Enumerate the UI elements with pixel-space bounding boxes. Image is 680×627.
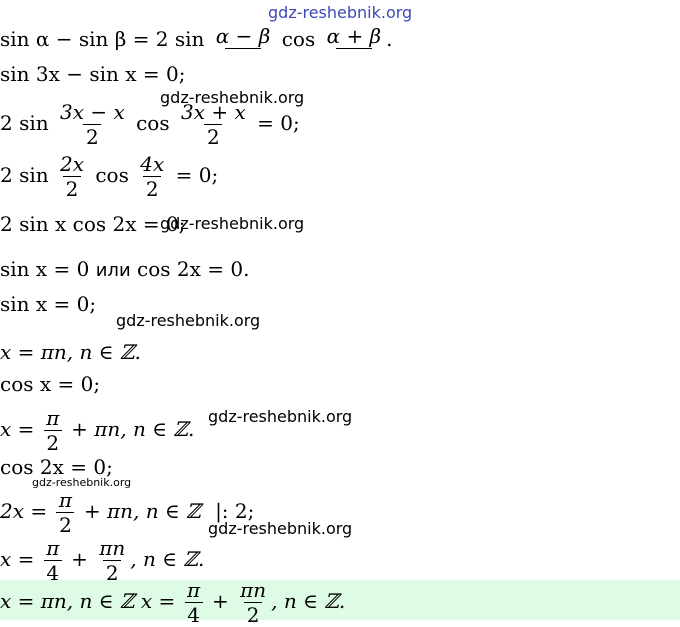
denominator: 2 <box>143 176 161 201</box>
simplified-line <box>0 152 218 201</box>
numerator: πn <box>240 578 267 602</box>
identity-line <box>0 24 392 57</box>
prefix: 2 sin <box>0 163 49 187</box>
prefix: 2x = <box>0 499 48 523</box>
suffix: = 0; <box>257 111 300 135</box>
case-cos-line: cos x = 0; <box>0 372 101 396</box>
identity-lhs: sin α − sin β = 2 sin <box>0 27 205 51</box>
numerator: π <box>46 406 60 430</box>
plus-sign: + <box>71 547 88 571</box>
case-a: sin x = 0 <box>0 257 90 281</box>
fraction-bar <box>225 48 261 57</box>
product-line: 2 sin x cos 2x = 0; <box>0 212 186 236</box>
sum-to-product-line <box>0 100 300 149</box>
watermark: gdz-reshebnik.org <box>32 476 132 489</box>
prefix: 2 sin <box>0 111 49 135</box>
numerator: 3x − x <box>59 100 125 124</box>
watermark: gdz-reshebnik.org <box>160 88 305 107</box>
denominator: 2 <box>204 124 222 149</box>
fraction-alpha-plus-beta <box>325 24 384 57</box>
equation-line: sin 3x − sin x = 0; <box>0 62 186 86</box>
watermark: gdz-reshebnik.org <box>208 519 353 538</box>
denominator: 2 <box>63 176 81 201</box>
denominator: 2 <box>103 560 121 585</box>
denominator: 2 <box>56 512 74 537</box>
suffix: + πn, n ∈ ℤ <box>83 499 201 523</box>
suffix: + πn, n ∈ ℤ. <box>71 417 195 441</box>
answer-suffix: , n ∈ ℤ. <box>271 589 346 613</box>
case-sin-line: sin x = 0; <box>0 292 97 316</box>
fraction-bar <box>336 48 372 57</box>
denominator: 4 <box>185 602 203 627</box>
numerator: α − β <box>215 24 271 48</box>
cases-line <box>0 257 249 283</box>
fraction <box>179 100 248 149</box>
denominator: 4 <box>44 560 62 585</box>
case-b: cos 2x = 0. <box>137 257 250 281</box>
fraction <box>58 152 86 201</box>
watermark: gdz-reshebnik.org <box>116 311 261 330</box>
numerator: 3x + x <box>180 100 246 124</box>
suffix: , n ∈ ℤ. <box>130 547 205 571</box>
numerator: π <box>46 536 60 560</box>
answer-part-b-prefix: x = <box>140 589 176 613</box>
denominator: 2 <box>83 124 101 149</box>
denominator: 2 <box>244 602 262 627</box>
numerator: π <box>58 488 73 512</box>
or-word: или <box>95 260 131 281</box>
cos-label: cos <box>136 111 170 135</box>
plus-sign: + <box>211 589 229 613</box>
answer-part-a: x = πn, n ∈ ℤ <box>0 589 135 613</box>
divide-note: |: 2; <box>215 499 255 523</box>
denominator: 2 <box>44 430 62 455</box>
case-cos2x-line: cos 2x = 0; <box>0 455 113 479</box>
cos-label: cos <box>95 163 129 187</box>
suffix: = 0; <box>175 163 219 187</box>
watermark-top: gdz-reshebnik.org <box>268 3 413 22</box>
fraction <box>58 100 127 149</box>
numerator: 2x <box>59 152 84 176</box>
numerator: α + β <box>326 24 382 48</box>
fraction <box>138 152 166 201</box>
prefix: x = <box>0 547 35 571</box>
watermark: gdz-reshebnik.org <box>160 214 305 233</box>
solution-sin-line: x = πn, n ∈ ℤ. <box>0 340 141 364</box>
watermark: gdz-reshebnik.org <box>208 407 353 426</box>
fraction-pi-over-2 <box>56 488 74 537</box>
fraction-alpha-minus-beta <box>214 24 273 57</box>
prefix: x = <box>0 417 35 441</box>
fraction-pi-over-2 <box>44 406 62 455</box>
period: . <box>386 27 393 51</box>
solution-cos-line <box>0 406 194 455</box>
numerator: 4x <box>140 152 165 176</box>
numerator: πn <box>99 536 126 560</box>
cos-label: cos <box>281 27 316 51</box>
numerator: π <box>187 578 201 602</box>
